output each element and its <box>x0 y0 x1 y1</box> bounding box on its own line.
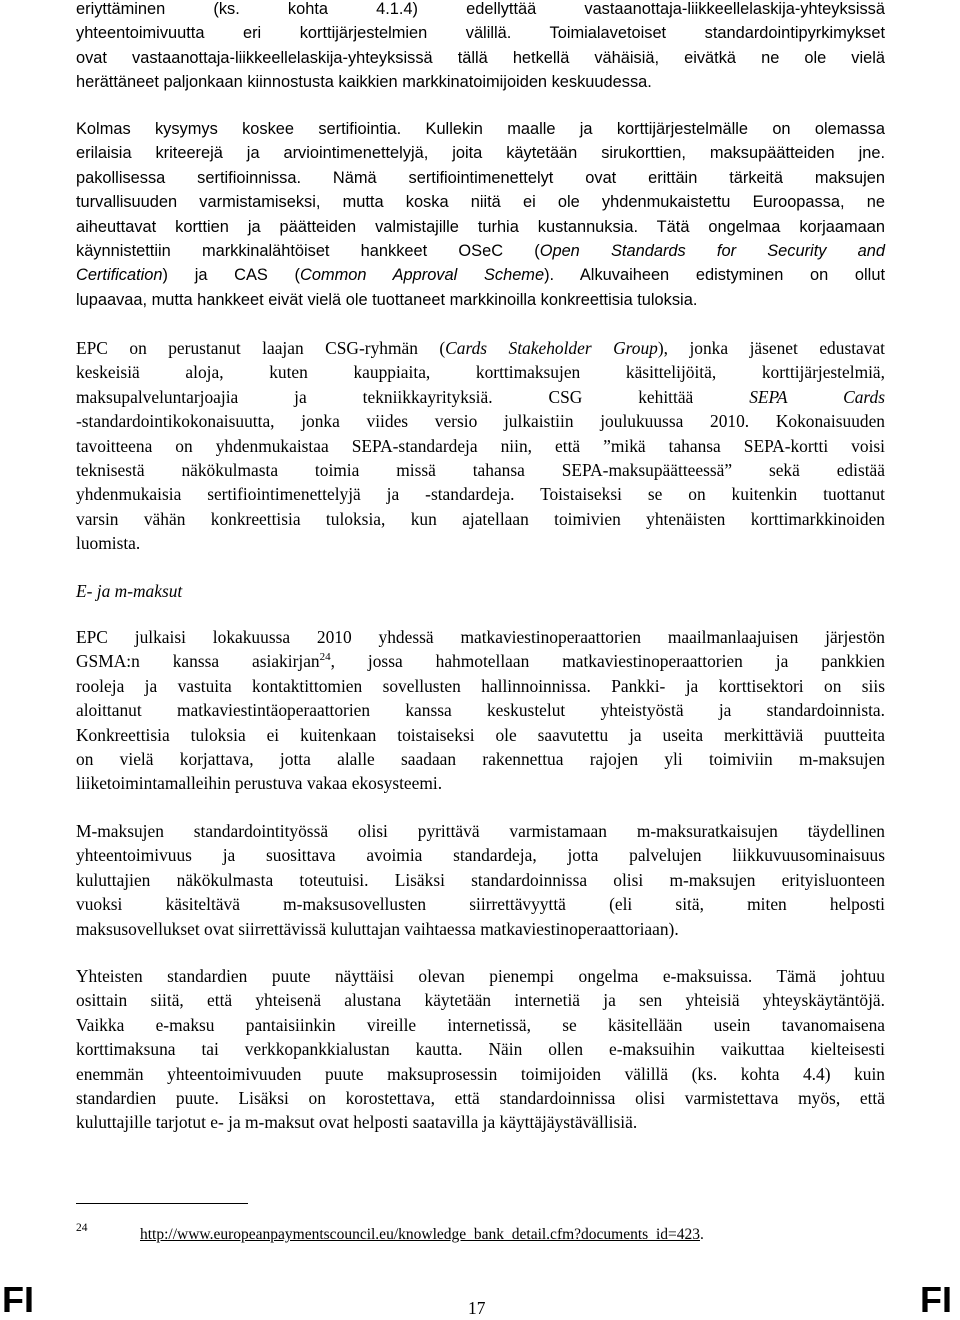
text-run: ). Alkuvaiheen edistyminen on ollut <box>544 266 885 285</box>
text-line: Yhteisten standardien puute näyttäisi olevan pienempi ongelma e-maksuissa. Tämä johtuu <box>76 966 885 986</box>
text-line: standardien puute. Lisäksi on korostettava, että standardoinnissa olisi varmistettava myös, että <box>76 1087 885 1108</box>
text-run: maksupalveluntarjoajia ja tekniikkayrityksiä. CSG kehittää <box>76 386 750 407</box>
text-line: on vielä korjattava, jotta alalle saadaan rakennettua rajojen yli toimiviin m-maksujen <box>76 748 885 769</box>
paragraph-1 <box>76 0 885 95</box>
text-run: ) ja CAS ( <box>162 266 300 285</box>
text-line: ovat vastaanottaja-liikkeellelaskija-yhteyksissä tällä hetkellä vähäisiä, eivätkä ne ole vielä <box>76 48 885 67</box>
text-line: Konkreettisia tuloksia ei kuitenkaan toistaiseksi ole saavutettu ja useita merkittäviä puutteita <box>76 724 885 745</box>
text-line <box>76 385 885 409</box>
text-line: keskeisiä aloja, kuten kauppiaita, korttimaksujen käsittelijöitä, korttijärjestelmiä, <box>76 362 885 383</box>
text-line: teknisestä näkökulmasta toimia missä tahansa SEPA-maksupäätteessä” sekä edistää <box>76 459 885 480</box>
text-line: erilaisia kriteerejä ja arviointimenettelyjä, joita käytetään sirukorttien, maksupäätteiden jne. <box>76 144 885 163</box>
text-line: rooleja ja vastuita kontaktittomien sovellusten hallinnoinnissa. Pankki- ja korttisektori on siis <box>76 675 885 696</box>
paragraph-6 <box>76 964 885 1135</box>
text-line: turvallisuuden varmistamiseksi, mutta koska niitä ei ole yhdenmukaistettu Euroopassa, ne <box>76 193 885 212</box>
footnote-separator <box>76 1203 248 1204</box>
paragraph-2 <box>76 117 885 312</box>
text-line: yhdenmukaisia sertifiointimenettelyjä ja -standardeja. Toistaiseksi se on kuitenkin tuottanut <box>76 484 885 505</box>
text-line: luomista. <box>76 533 141 554</box>
text-line: aloittanut matkaviestintäoperaattorien kanssa keskustelut yhteistyöstä ja standardoinnista. <box>76 700 885 721</box>
text-line: Kolmas kysymys koskee sertifiointia. Kullekin maalle ja korttijärjestelmälle on olemassa <box>76 120 885 138</box>
text-run: EPC on perustanut laajan CSG-ryhmän ( <box>76 338 446 358</box>
text-run: , jossa hahmotellaan matkaviestinoperaattorien ja pankkien <box>330 651 885 672</box>
text-line: aiheuttavat korttien ja päätteiden valmistajille turhia kustannuksia. Tätä ongelmaa korjaamaan <box>76 217 885 236</box>
italic-text: Common Approval Scheme <box>300 266 545 285</box>
footer-language-code-left: FI <box>2 1279 34 1320</box>
text-line: kuluttajille tarjotut e- ja m-maksut ovat helposti saatavilla ja käyttäjäystävällisiä. <box>76 1112 638 1133</box>
footnote-link[interactable]: http://www.europeanpaymentscouncil.eu/knowledge_bank_detail.cfm?documents_id=423 <box>140 1226 700 1243</box>
italic-text: Cards Stakeholder Group <box>445 338 658 358</box>
text-line: kuluttajien näkökulmasta toteutuisi. Lisäksi standardoinnissa olisi m-maksujen erityisluonteen <box>76 869 885 890</box>
text-line: Vaikka e-maksu pantaisiinkin vireille internetissä, se käsitellään usein tavanomaisena <box>76 1014 885 1035</box>
footer-language-code-right: FI <box>920 1279 952 1320</box>
page-number: 17 <box>468 1298 486 1318</box>
text-line: vuoksi käsiteltävä m-maksusovellusten siirrettävyyttä (eli sitä, miten helposti <box>76 894 885 915</box>
section-heading: E- ja m-maksut <box>76 581 183 601</box>
text-line: liiketoimintamalleihin perustuva vakaa ekosysteemi. <box>76 773 443 794</box>
paragraph-4 <box>76 625 885 796</box>
text-line: osittain siitä, että yhteisenä alustana käytetään internetiä ja sen yhteisiä yhteyskäytäntöjä. <box>76 990 885 1011</box>
text-line: lupaavaa, mutta hankkeet eivät vielä ole tuottaneet markkinoilla konkreettisia tuloksia. <box>76 290 698 309</box>
text-line: varsin vähän konkreettisia tuloksia, kun ajatellaan toimivien yhtenäisten korttimarkkinoiden <box>76 508 885 529</box>
paragraph-3 <box>76 336 885 556</box>
text-line: yhteentoimivuutta eri korttijärjestelmien välillä. Toimialavetoiset standardointipyrkimykset <box>76 24 885 43</box>
paragraph-5 <box>76 819 885 941</box>
footnote-period: . <box>700 1226 704 1243</box>
text-line <box>76 263 885 287</box>
text-line: tavoitteena on yhdenmukaistaa SEPA-standardeja niin, että ”mikä tahansa SEPA-kortti voisi <box>76 435 885 456</box>
text-run: käynnistettiin markkinalähtöiset hankkeet OSeC ( <box>76 241 540 260</box>
footnote-text <box>140 1226 704 1244</box>
italic-text: Open Standards for Security and <box>539 241 885 260</box>
italic-text: Certification <box>76 266 163 285</box>
italic-text: SEPA Cards <box>749 386 886 407</box>
text-line: maksusovellukset ovat siirrettävissä kuluttajan vaihtaessa matkaviestinoperaattoriaan). <box>76 918 679 939</box>
text-line: pakollisessa sertifioinnissa. Nämä sertifiointimenettelyt ovat erittäin tärkeitä maksujen <box>76 168 885 187</box>
text-run: GSMA:n kanssa asiakirjan <box>76 651 320 672</box>
text-line: yhteentoimivuus ja suosittava avoimia standardeja, jotta palvelujen liikkuvuusominaisuus <box>76 845 885 866</box>
text-line: eriyttäminen (ks. kohta 4.1.4) edellyttää vastaanottaja-liikkeellelaskija-yhteyksissä <box>76 0 885 18</box>
text-line: -standardointikokonaisuutta, jonka viides versio julkaistiin joulukuussa 2010. Kokonaisuuden <box>76 411 885 432</box>
text-line: korttimaksuna tai verkkopankkialustan kautta. Näin ollen e-maksuihin vaikuttaa kielteisesti <box>76 1039 885 1060</box>
footnote-number: 24 <box>76 1222 88 1234</box>
text-run: ), jonka jäsenet edustavat <box>657 338 886 358</box>
text-line: M-maksujen standardointityössä olisi pyrittävä varmistamaan m-maksuratkaisujen täydellinen <box>76 821 885 841</box>
text-line: EPC julkaisi lokakuussa 2010 yhdessä matkaviestinoperaattorien maailmanlaajuisen järjestön <box>76 627 885 647</box>
text-line <box>76 336 885 360</box>
text-line <box>76 239 885 263</box>
footnote-reference[interactable]: 24 <box>319 650 331 663</box>
text-line <box>76 649 885 673</box>
text-line: enemmän yhteentoimivuuden puute maksuprosessin toimijoiden välillä (ks. kohta 4.4) kuin <box>76 1063 885 1084</box>
text-line: herättäneet paljonkaan kiinnostusta kaikkien markkinatoimijoiden keskuudessa. <box>76 73 652 92</box>
